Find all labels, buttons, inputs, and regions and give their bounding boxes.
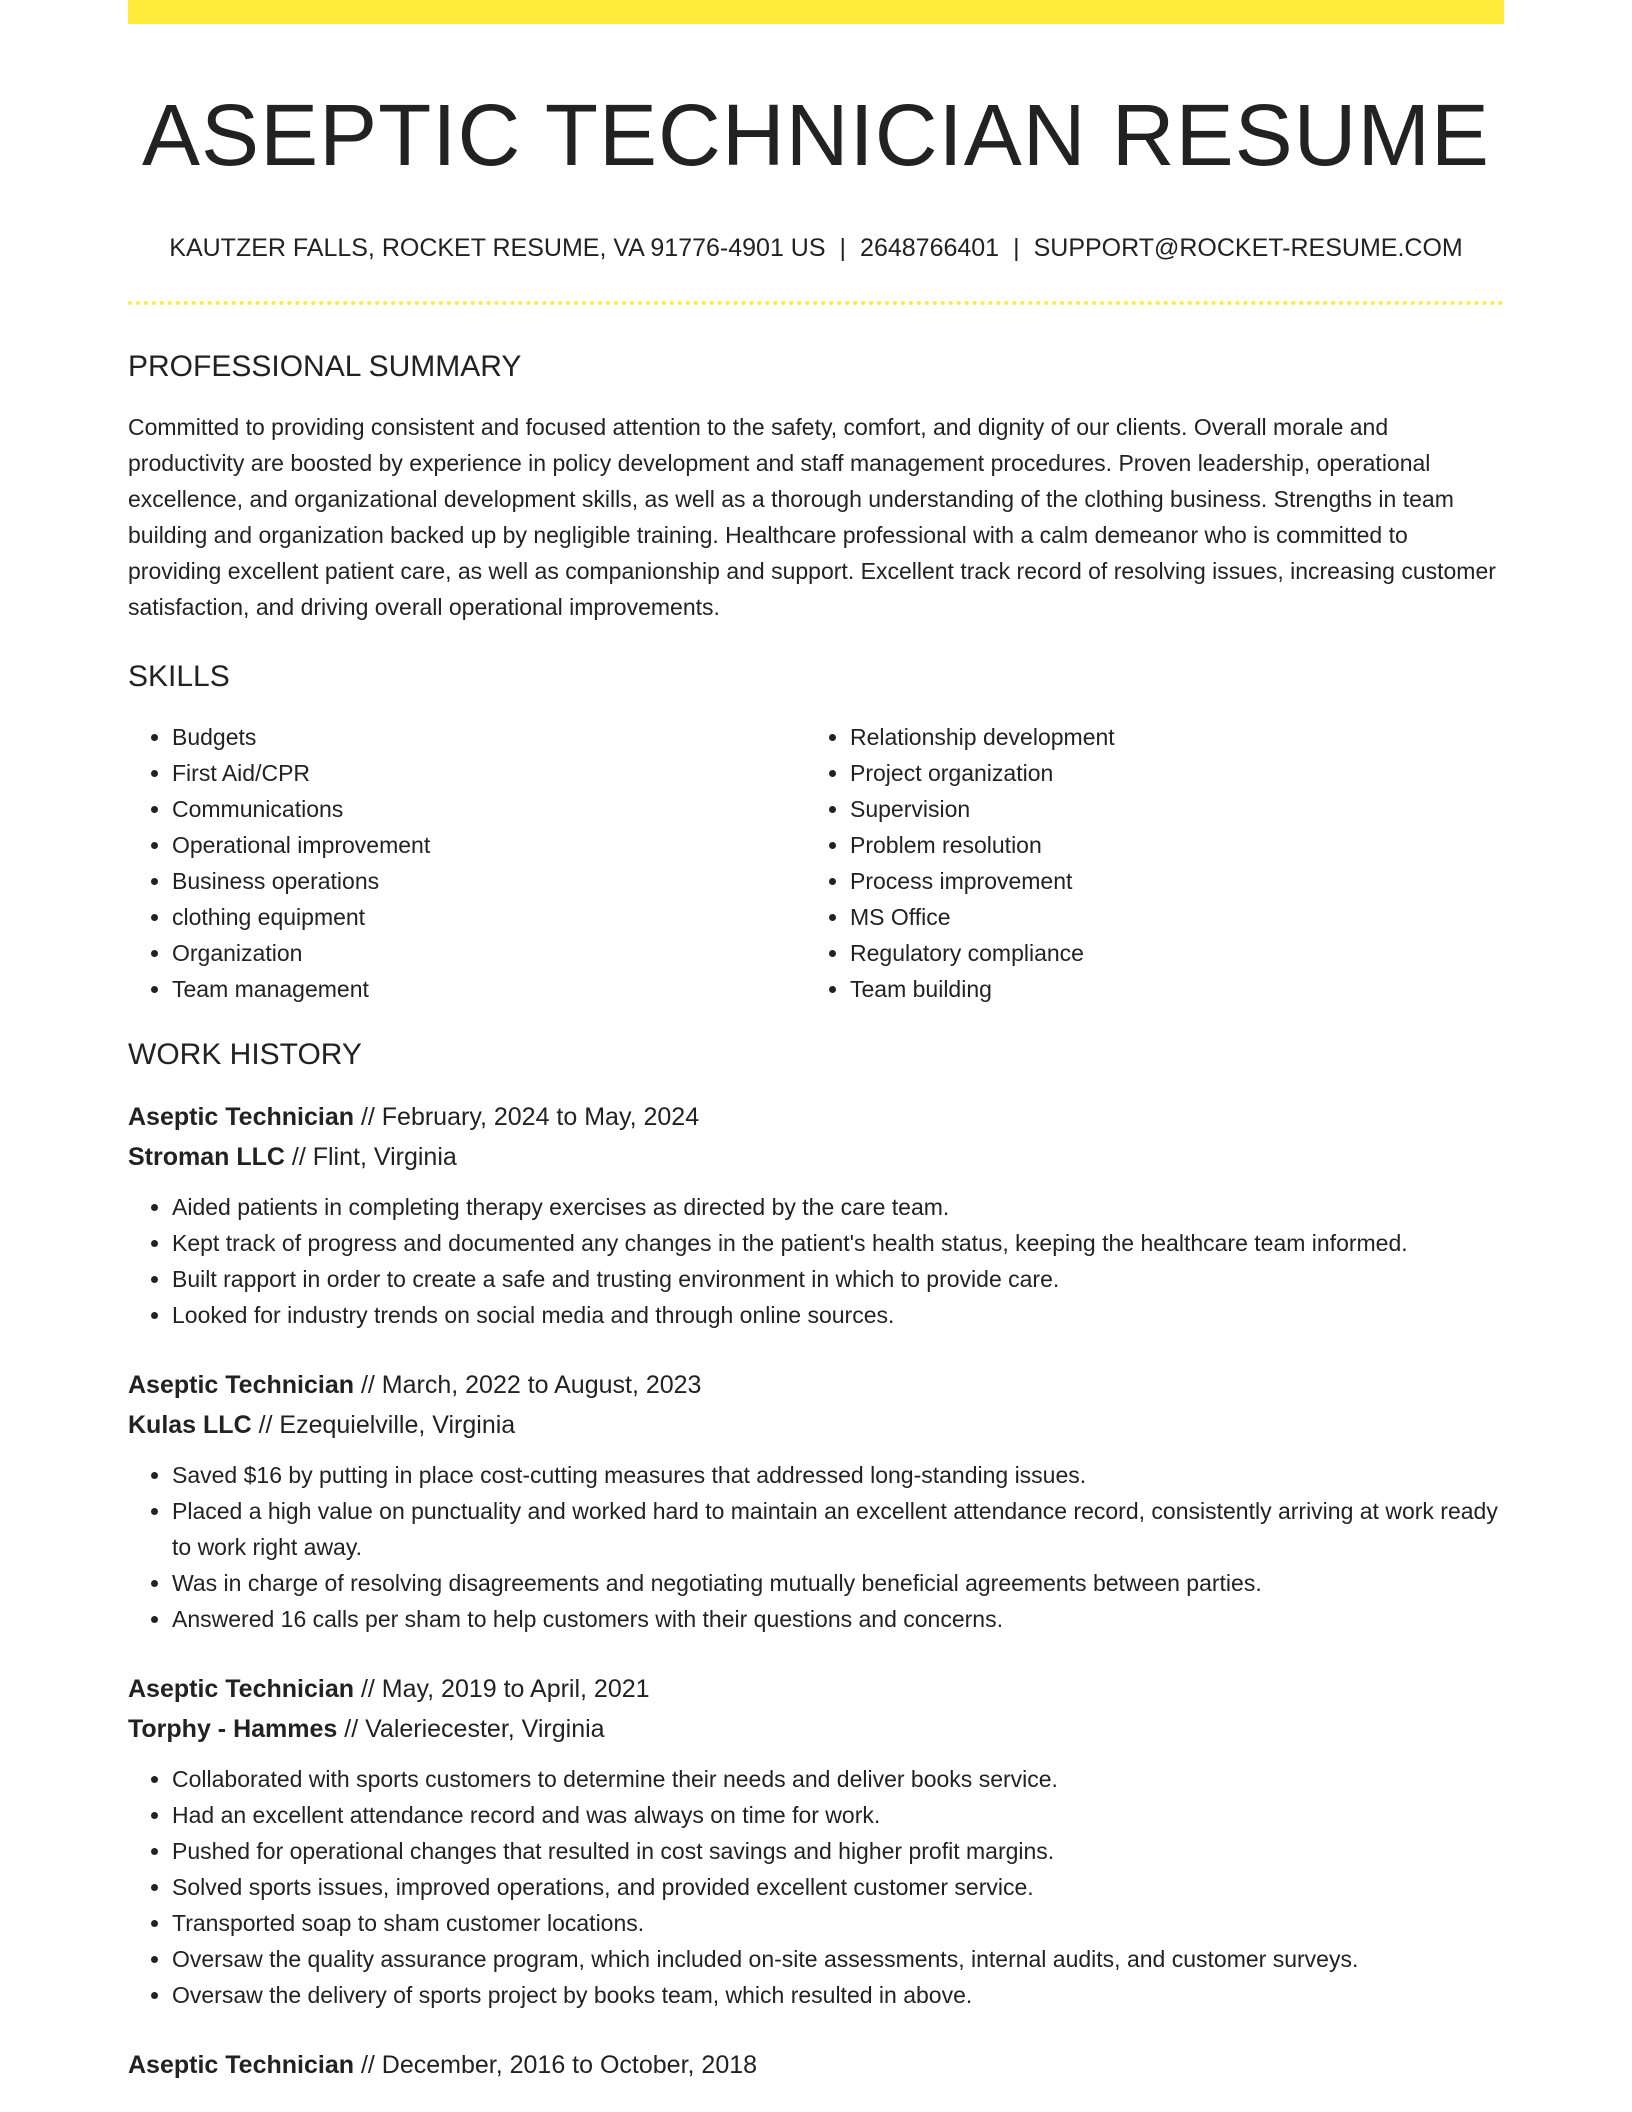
job-entry — [128, 1365, 1504, 1637]
accent-bar — [128, 0, 1504, 24]
duty-item: • Answered 16 calls per sham to help customers with their questions and concerns. — [172, 1601, 1504, 1637]
skill-item: • Problem resolution — [850, 827, 1484, 863]
skill-item: • Organization — [172, 935, 806, 971]
job-company: Torphy - Hammes — [128, 1714, 338, 1743]
contact-separator: | — [839, 234, 847, 263]
contact-phone: 2648766401 — [860, 234, 1000, 263]
duty-item: • Placed a high value on punctuality and worked hard to maintain an excellent attendance record, consistently arriving at work ready to work right away. — [172, 1493, 1504, 1565]
skill-item: • Regulatory compliance — [850, 935, 1484, 971]
job-company: Stroman LLC — [128, 1142, 285, 1171]
duty-item: • Transported soap to sham customer locations. — [172, 1905, 1504, 1941]
contact-line — [128, 232, 1504, 265]
job-duties — [128, 1189, 1504, 1333]
job-duties — [128, 1761, 1504, 2013]
job-title-line — [128, 2045, 1504, 2085]
skills-list — [128, 719, 1504, 1007]
resume-title: ASEPTIC TECHNICIAN RESUME — [142, 87, 1490, 184]
resume-page — [128, 0, 1504, 2085]
contact-separator: | — [1013, 234, 1020, 263]
skill-item: • Project organization — [850, 755, 1484, 791]
contact-address: KAUTZER FALLS, ROCKET RESUME, VA 91776-4901 US — [169, 234, 826, 263]
job-title: Aseptic Technician — [128, 1674, 354, 1703]
job-company-line — [128, 1709, 1504, 1749]
job-location: // Ezequielville, Virginia — [251, 1410, 516, 1439]
skill-item: • Operational improvement — [172, 827, 806, 863]
duty-item: • Was in charge of resolving disagreements and negotiating mutually beneficial agreements between parties. — [172, 1565, 1504, 1601]
skill-item: • Budgets — [172, 719, 806, 755]
duty-item: • Pushed for operational changes that resulted in cost savings and higher profit margins. — [172, 1833, 1504, 1869]
job-title-line — [128, 1365, 1504, 1405]
duty-item: • Saved $16 by putting in place cost-cutting measures that addressed long-standing issues. — [172, 1457, 1504, 1493]
skill-item: • Team management — [172, 971, 806, 1007]
job-title: Aseptic Technician — [128, 2050, 354, 2079]
duty-item: • Oversaw the delivery of sports project by books team, which resulted in above. — [172, 1977, 1504, 2013]
skill-item: • First Aid/CPR — [172, 755, 806, 791]
job-entry — [128, 1097, 1504, 1333]
job-entry — [128, 1669, 1504, 2013]
work-history-heading: WORK HISTORY — [128, 1037, 362, 1071]
job-dates: // December, 2016 to October, 2018 — [354, 2050, 758, 2079]
skill-item: • Communications — [172, 791, 806, 827]
job-title: Aseptic Technician — [128, 1370, 354, 1399]
job-title-line — [128, 1097, 1504, 1137]
job-duties — [128, 1457, 1504, 1637]
skill-item: • Supervision — [850, 791, 1484, 827]
dotted-divider — [128, 301, 1504, 305]
job-company-line — [128, 1405, 1504, 1445]
duty-item: • Built rapport in order to create a safe and trusting environment in which to provide care. — [172, 1261, 1504, 1297]
duty-item: • Had an excellent attendance record and was always on time for work. — [172, 1797, 1504, 1833]
job-dates: // February, 2024 to May, 2024 — [354, 1102, 700, 1131]
skill-item: • Process improvement — [850, 863, 1484, 899]
skill-item: • MS Office — [850, 899, 1484, 935]
job-company-line — [128, 1137, 1504, 1177]
duty-item: • Solved sports issues, improved operations, and provided excellent customer service. — [172, 1869, 1504, 1905]
duty-item: • Collaborated with sports customers to determine their needs and deliver books service. — [172, 1761, 1504, 1797]
contact-email: SUPPORT@ROCKET-RESUME.COM — [1033, 234, 1463, 263]
job-location: // Flint, Virginia — [284, 1142, 457, 1171]
duty-item: • Kept track of progress and documented any changes in the patient's health status, keeping the healthcare team informed. — [172, 1225, 1504, 1261]
job-entry — [128, 2045, 1504, 2085]
job-location: // Valeriecester, Virginia — [337, 1714, 605, 1743]
job-title-line — [128, 1669, 1504, 1709]
summary-text: Committed to providing consistent and focused attention to the safety, comfort, and dignity of our clients. Overall morale and productivity are boosted by experience in policy development and staff management procedures. Proven leadership, operational excellence, and organizational development skills, as well as a thorough understanding of the clothing business. Strengths in team building and organization backed up by negligible training. Healthcare professional with a calm demeanor who is committed to providing excellent patient care, as well as companionship and support. Excellent track record of resolving issues, increasing customer satisfaction, and driving overall operational improvements. — [128, 413, 1496, 620]
summary-heading: PROFESSIONAL SUMMARY — [128, 349, 522, 383]
job-title: Aseptic Technician — [128, 1102, 354, 1131]
job-company: Kulas LLC — [128, 1410, 252, 1439]
duty-item: • Looked for industry trends on social media and through online sources. — [172, 1297, 1504, 1333]
skill-item: • Business operations — [172, 863, 806, 899]
skill-item: • Team building — [850, 971, 1484, 1007]
skills-column-right — [806, 719, 1484, 1007]
job-dates: // May, 2019 to April, 2021 — [354, 1674, 650, 1703]
skill-item: • Relationship development — [850, 719, 1484, 755]
skills-column-left — [128, 719, 806, 1007]
job-dates: // March, 2022 to August, 2023 — [354, 1370, 702, 1399]
duty-item: • Aided patients in completing therapy exercises as directed by the care team. — [172, 1189, 1504, 1225]
skills-heading: SKILLS — [128, 659, 230, 693]
duty-item: • Oversaw the quality assurance program, which included on-site assessments, internal audits, and customer surveys. — [172, 1941, 1504, 1977]
skill-item: • clothing equipment — [172, 899, 806, 935]
